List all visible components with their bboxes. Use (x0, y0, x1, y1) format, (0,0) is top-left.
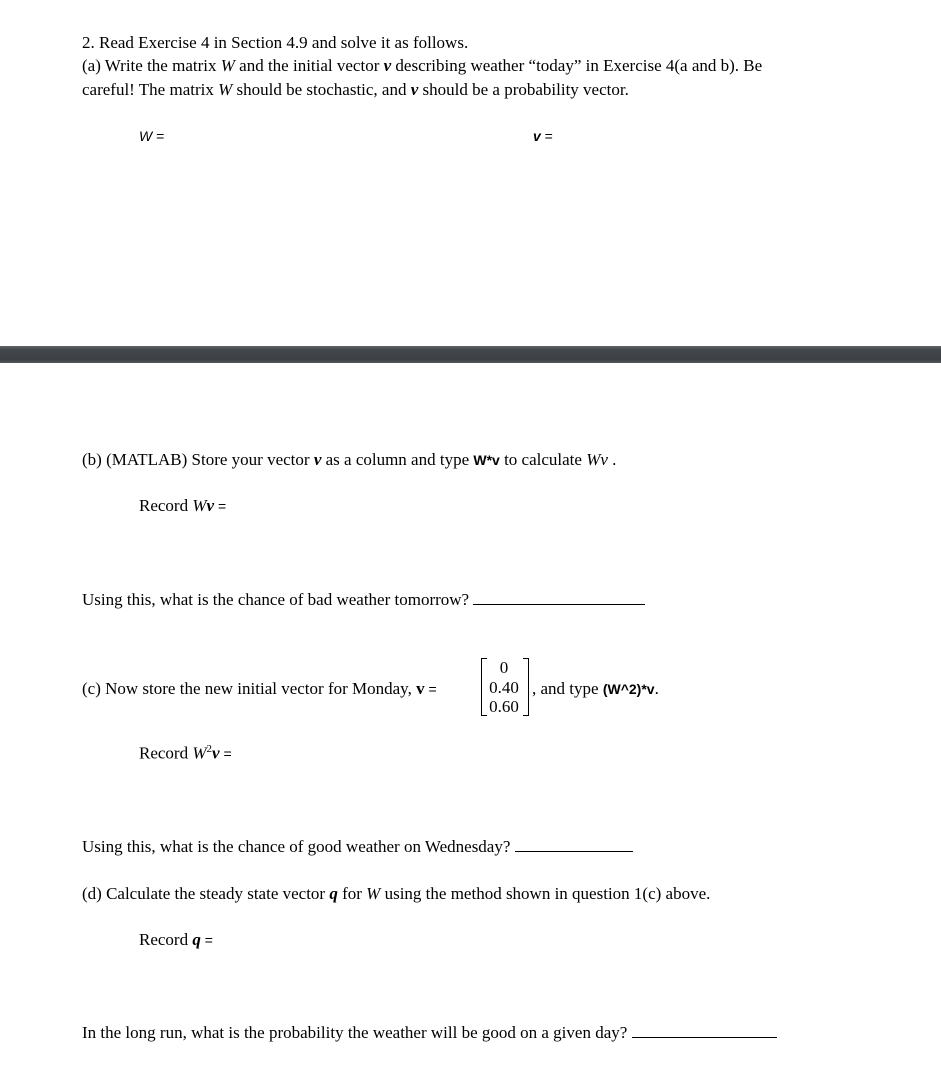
matrix-entry: 0.40 (489, 678, 519, 697)
answer-blank[interactable] (515, 837, 633, 852)
part-c-instruction-end: , and type (W^2)*v. (532, 679, 659, 698)
problem-heading: 2. Read Exercise 4 in Section 4.9 and solve it as follows. (82, 33, 469, 52)
page-divider (0, 346, 941, 363)
monday-vector-matrix (484, 655, 524, 717)
good-weather-wednesday-question: Using this, what is the chance of good weather on Wednesday? (82, 837, 633, 857)
part-a-instruction-cont: careful! The matrix W should be stochastic, and v should be a probability vector. (82, 80, 629, 99)
matrix-entry: 0 (499, 658, 509, 677)
w-answer-label: W = (139, 128, 165, 144)
part-d-instruction: (d) Calculate the steady state vector q for W using the method shown in question 1(c) above. (82, 884, 711, 903)
answer-blank[interactable] (473, 590, 645, 605)
record-wv-label: Record Wv = (139, 496, 227, 515)
matrix-entry: 0.60 (489, 697, 519, 716)
part-a-instruction: (a) Write the matrix W and the initial vector v describing weather “today” in Exercise 4(a and b). Be (82, 56, 763, 75)
record-w2v-label: Record $W^2v$ = (139, 743, 232, 763)
right-bracket (523, 658, 529, 716)
long-run-question: In the long run, what is the probability the weather will be good on a given day? (82, 1023, 777, 1043)
answer-blank[interactable] (632, 1023, 777, 1038)
bad-weather-question: Using this, what is the chance of bad weather tomorrow? (82, 590, 645, 610)
part-b-instruction: (b) (MATLAB) Store your vector v as a column and type W*v to calculate Wv . (82, 450, 617, 469)
v-answer-label: v = (533, 128, 553, 144)
record-q-label: Record q = (139, 930, 213, 949)
part-c-instruction-start: (c) Now store the new initial vector for Monday, v = (82, 679, 437, 698)
